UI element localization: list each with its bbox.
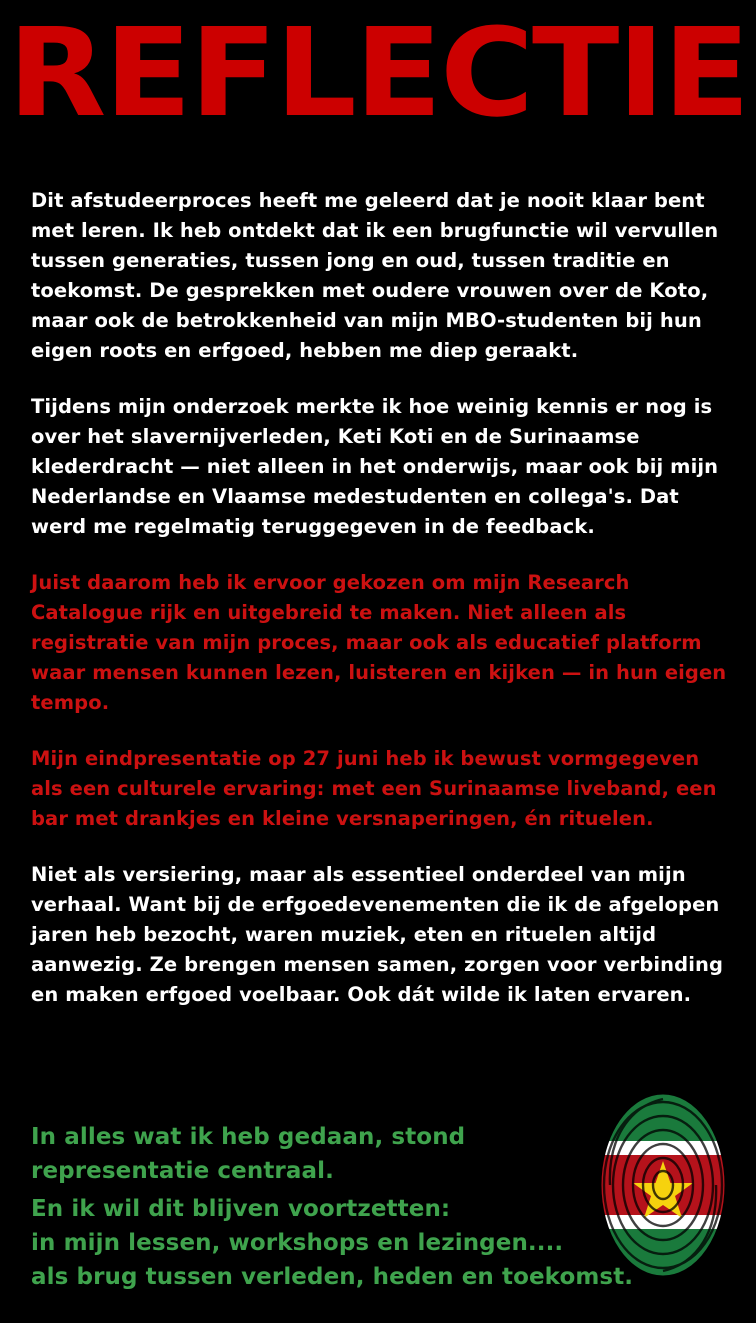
paragraph-5: Niet als versiering, maar als essentieel onderdeel van mijn verhaal. Want bij de erfgoedevenementen die ik de afgelopen jaren heb bezocht, waren muziek, eten en rituelen altijd aanwezig. Ze brengen mensen samen, zorgen voor verbinding en maken erfgoed voelbaar. Ook dát wilde ik laten ervaren. — [31, 863, 724, 1006]
paragraph-1: Dit afstudeerproces heeft me geleerd dat je nooit klaar bent met leren. Ik heb ontdekt dat ik een brugfunctie wil vervullen tussen generaties, tussen jong en oud, tussen traditie en toekomst. De gesprekken met oudere vrouwen over de Koto, maar ook de betrokkenheid van mijn MBO-studenten bij hun eigen roots en erfgoed, hebben me diep geraakt. — [31, 189, 719, 362]
body-text — [31, 186, 731, 1034]
footer-line-4: in mijn lessen, workshops en lezingen.... — [31, 1230, 564, 1256]
paragraph-4: Mijn eindpresentatie op 27 juni heb ik bewust vormgegeven als een culturele ervaring: met een Surinaamse liveband, een bar met drankjes en kleine versnaperingen, én rituelen. — [31, 747, 717, 830]
page-title: REFLECTIE — [7, 2, 749, 144]
footer-line-1: In alles wat ik heb gedaan, stond — [31, 1124, 466, 1150]
footer-line-2: representatie centraal. — [31, 1158, 334, 1184]
paragraph-2: Tijdens mijn onderzoek merkte ik hoe weinig kennis er nog is over het slavernijverleden, Keti Koti en de Surinaamse klederdracht — niet alleen in het onderwijs, maar ook bij mijn Nederlandse en Vlaamse medestudenten en collega's. Dat werd me regelmatig teruggegeven in de feedback. — [31, 395, 719, 538]
paragraph-3: Juist daarom heb ik ervoor gekozen om mijn Research Catalogue rijk en uitgebreid te maken. Niet alleen als registratie van mijn proces, maar ook als educatief platform waar mensen kunnen lezen, luisteren en kijken — in hun eigen tempo. — [31, 571, 727, 714]
footer-line-3: En ik wil dit blijven voortzetten: — [31, 1196, 451, 1222]
footer-line-5: als brug tussen verleden, heden en toekomst. — [31, 1264, 634, 1290]
footer-statement — [31, 1120, 731, 1294]
